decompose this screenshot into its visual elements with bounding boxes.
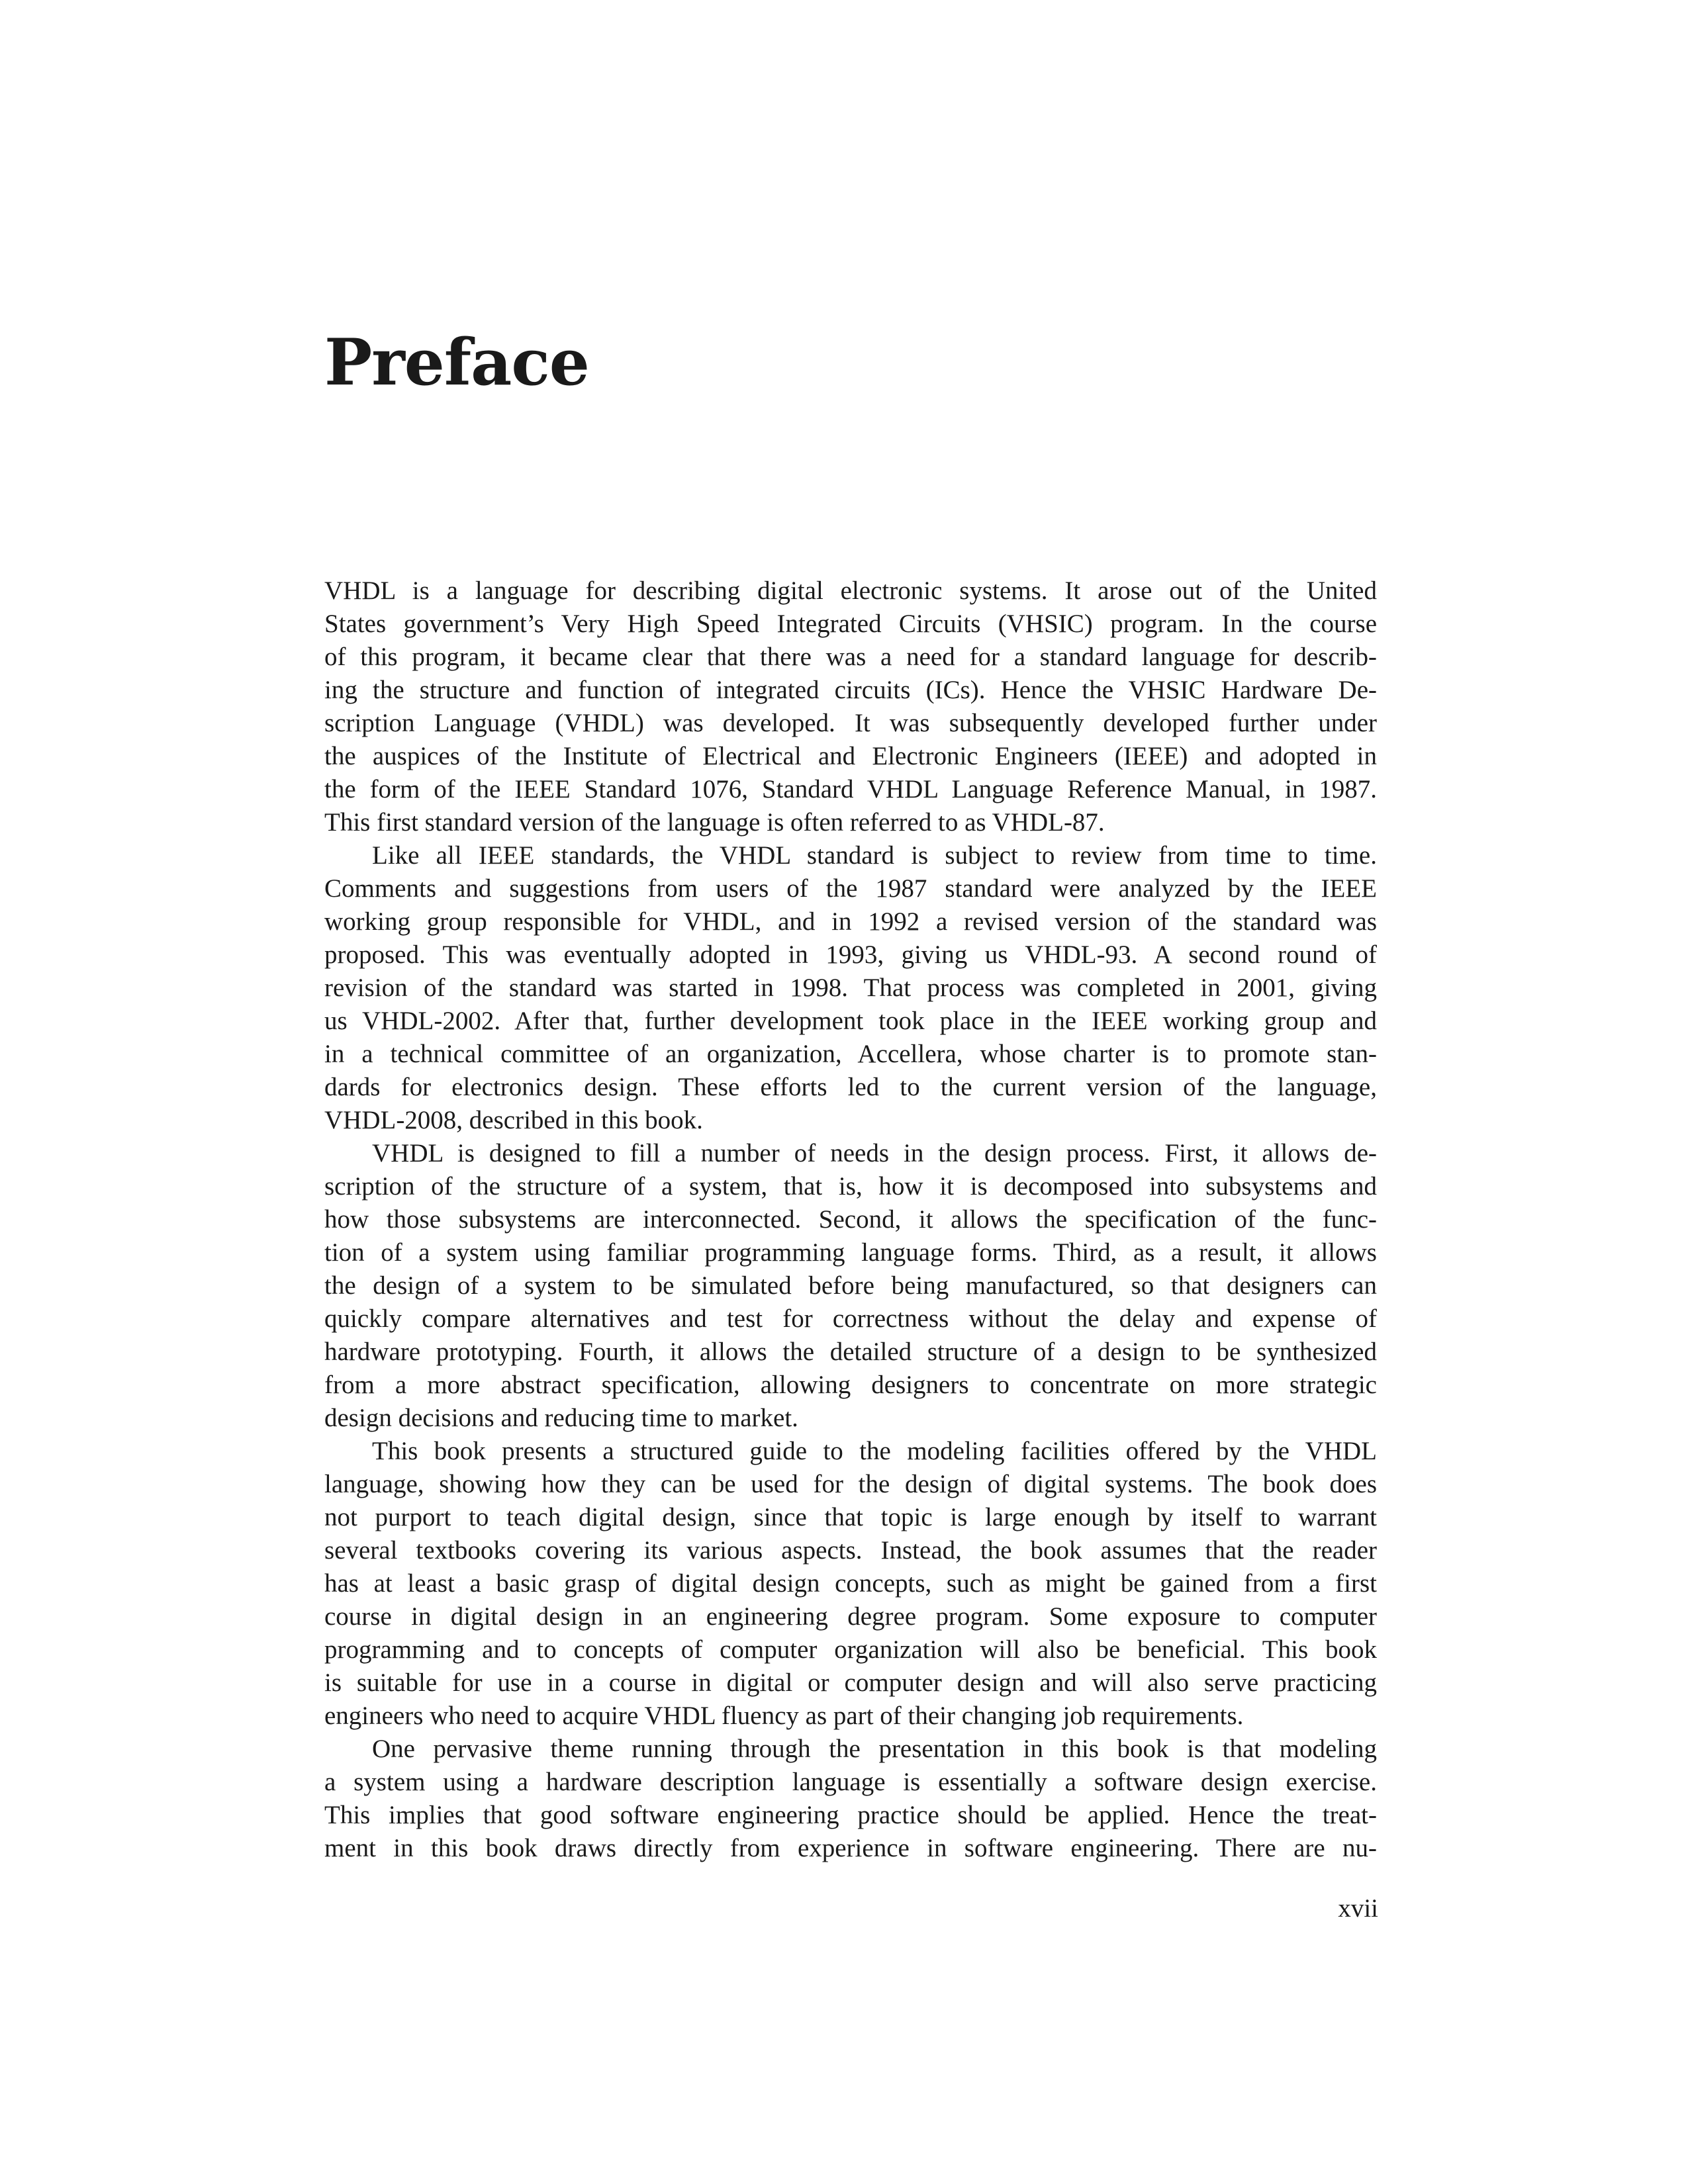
text-line: dards for electronics design. These efforts led to the current version of the language, — [324, 1073, 1377, 1101]
text-line: VHDL is a language for describing digital electronic systems. It arose out of the United — [324, 576, 1377, 605]
text-line: several textbooks covering its various aspects. Instead, the book assumes that the reader — [324, 1536, 1377, 1565]
text-line: ment in this book draws directly from experience in software engineering. There are nu- — [324, 1834, 1377, 1862]
text-line: quickly compare alternatives and test for correctness without the delay and expense of — [324, 1304, 1377, 1333]
text-line: in a technical committee of an organization, Accellera, whose charter is to promote stan- — [324, 1040, 1377, 1068]
page-number: xvii — [1338, 1894, 1378, 1923]
text-line: revision of the standard was started in 1998. That process was completed in 2001, giving — [324, 974, 1377, 1002]
text-line: Comments and suggestions from users of the 1987 standard were analyzed by the IEEE — [324, 874, 1377, 903]
text-line: how those subsystems are interconnected. Second, it allows the specification of the func- — [324, 1205, 1377, 1234]
text-line: of this program, it became clear that there was a need for a standard language for describ- — [324, 643, 1377, 671]
text-line: language, showing how they can be used for the design of digital systems. The book does — [324, 1470, 1377, 1498]
text-line: is suitable for use in a course in digital or computer design and will also serve practicing — [324, 1668, 1377, 1697]
text-line: States government’s Very High Speed Integrated Circuits (VHSIC) program. In the course — [324, 610, 1377, 638]
text-line: the form of the IEEE Standard 1076, Standard VHDL Language Reference Manual, in 1987. — [324, 775, 1377, 803]
text-line: tion of a system using familiar programming language forms. Third, as a result, it allows — [324, 1238, 1377, 1267]
text-line: the design of a system to be simulated before being manufactured, so that designers can — [324, 1271, 1377, 1300]
text-line: course in digital design in an engineering degree program. Some exposure to computer — [324, 1602, 1377, 1631]
text-line: us VHDL-2002. After that, further development took place in the IEEE working group and — [324, 1007, 1377, 1035]
text-line: a system using a hardware description language is essentially a software design exercise. — [324, 1768, 1377, 1796]
text-line: the auspices of the Institute of Electrical and Electronic Engineers (IEEE) and adopted in — [324, 742, 1377, 770]
text-line: hardware prototyping. Fourth, it allows the detailed structure of a design to be synthesized — [324, 1338, 1377, 1366]
text-line: VHDL is designed to fill a number of needs in the design process. First, it allows de- — [372, 1139, 1377, 1167]
body-text — [324, 574, 1377, 1865]
text-line: engineers who need to acquire VHDL fluency as part of their changing job requirements. — [324, 1702, 1244, 1730]
text-line: programming and to concepts of computer organization will also be beneficial. This book — [324, 1635, 1377, 1664]
text-line: ing the structure and function of integrated circuits (ICs). Hence the VHSIC Hardware De- — [324, 676, 1377, 704]
text-line: VHDL-2008, described in this book. — [324, 1106, 703, 1134]
chapter-title: Preface — [324, 325, 589, 400]
text-line: One pervasive theme running through the presentation in this book is that modeling — [372, 1735, 1377, 1763]
text-line: This book presents a structured guide to the modeling facilities offered by the VHDL — [372, 1437, 1377, 1465]
text-line: working group responsible for VHDL, and in 1992 a revised version of the standard was — [324, 907, 1377, 936]
text-line: has at least a basic grasp of digital design concepts, such as might be gained from a first — [324, 1569, 1377, 1598]
text-line: not purport to teach digital design, since that topic is large enough by itself to warrant — [324, 1503, 1377, 1531]
text-line: Like all IEEE standards, the VHDL standard is subject to review from time to time. — [372, 841, 1377, 870]
text-line: design decisions and reducing time to market. — [324, 1404, 798, 1432]
text-line: This implies that good software engineering practice should be applied. Hence the treat- — [324, 1801, 1377, 1829]
text-line: proposed. This was eventually adopted in 1993, giving us VHDL-93. A second round of — [324, 940, 1377, 969]
text-line: scription Language (VHDL) was developed. It was subsequently developed further under — [324, 709, 1377, 737]
text-line: This first standard version of the language is often referred to as VHDL-87. — [324, 808, 1105, 837]
text-line: from a more abstract specification, allowing designers to concentrate on more strategic — [324, 1371, 1377, 1399]
text-line: scription of the structure of a system, that is, how it is decomposed into subsystems and — [324, 1172, 1377, 1201]
